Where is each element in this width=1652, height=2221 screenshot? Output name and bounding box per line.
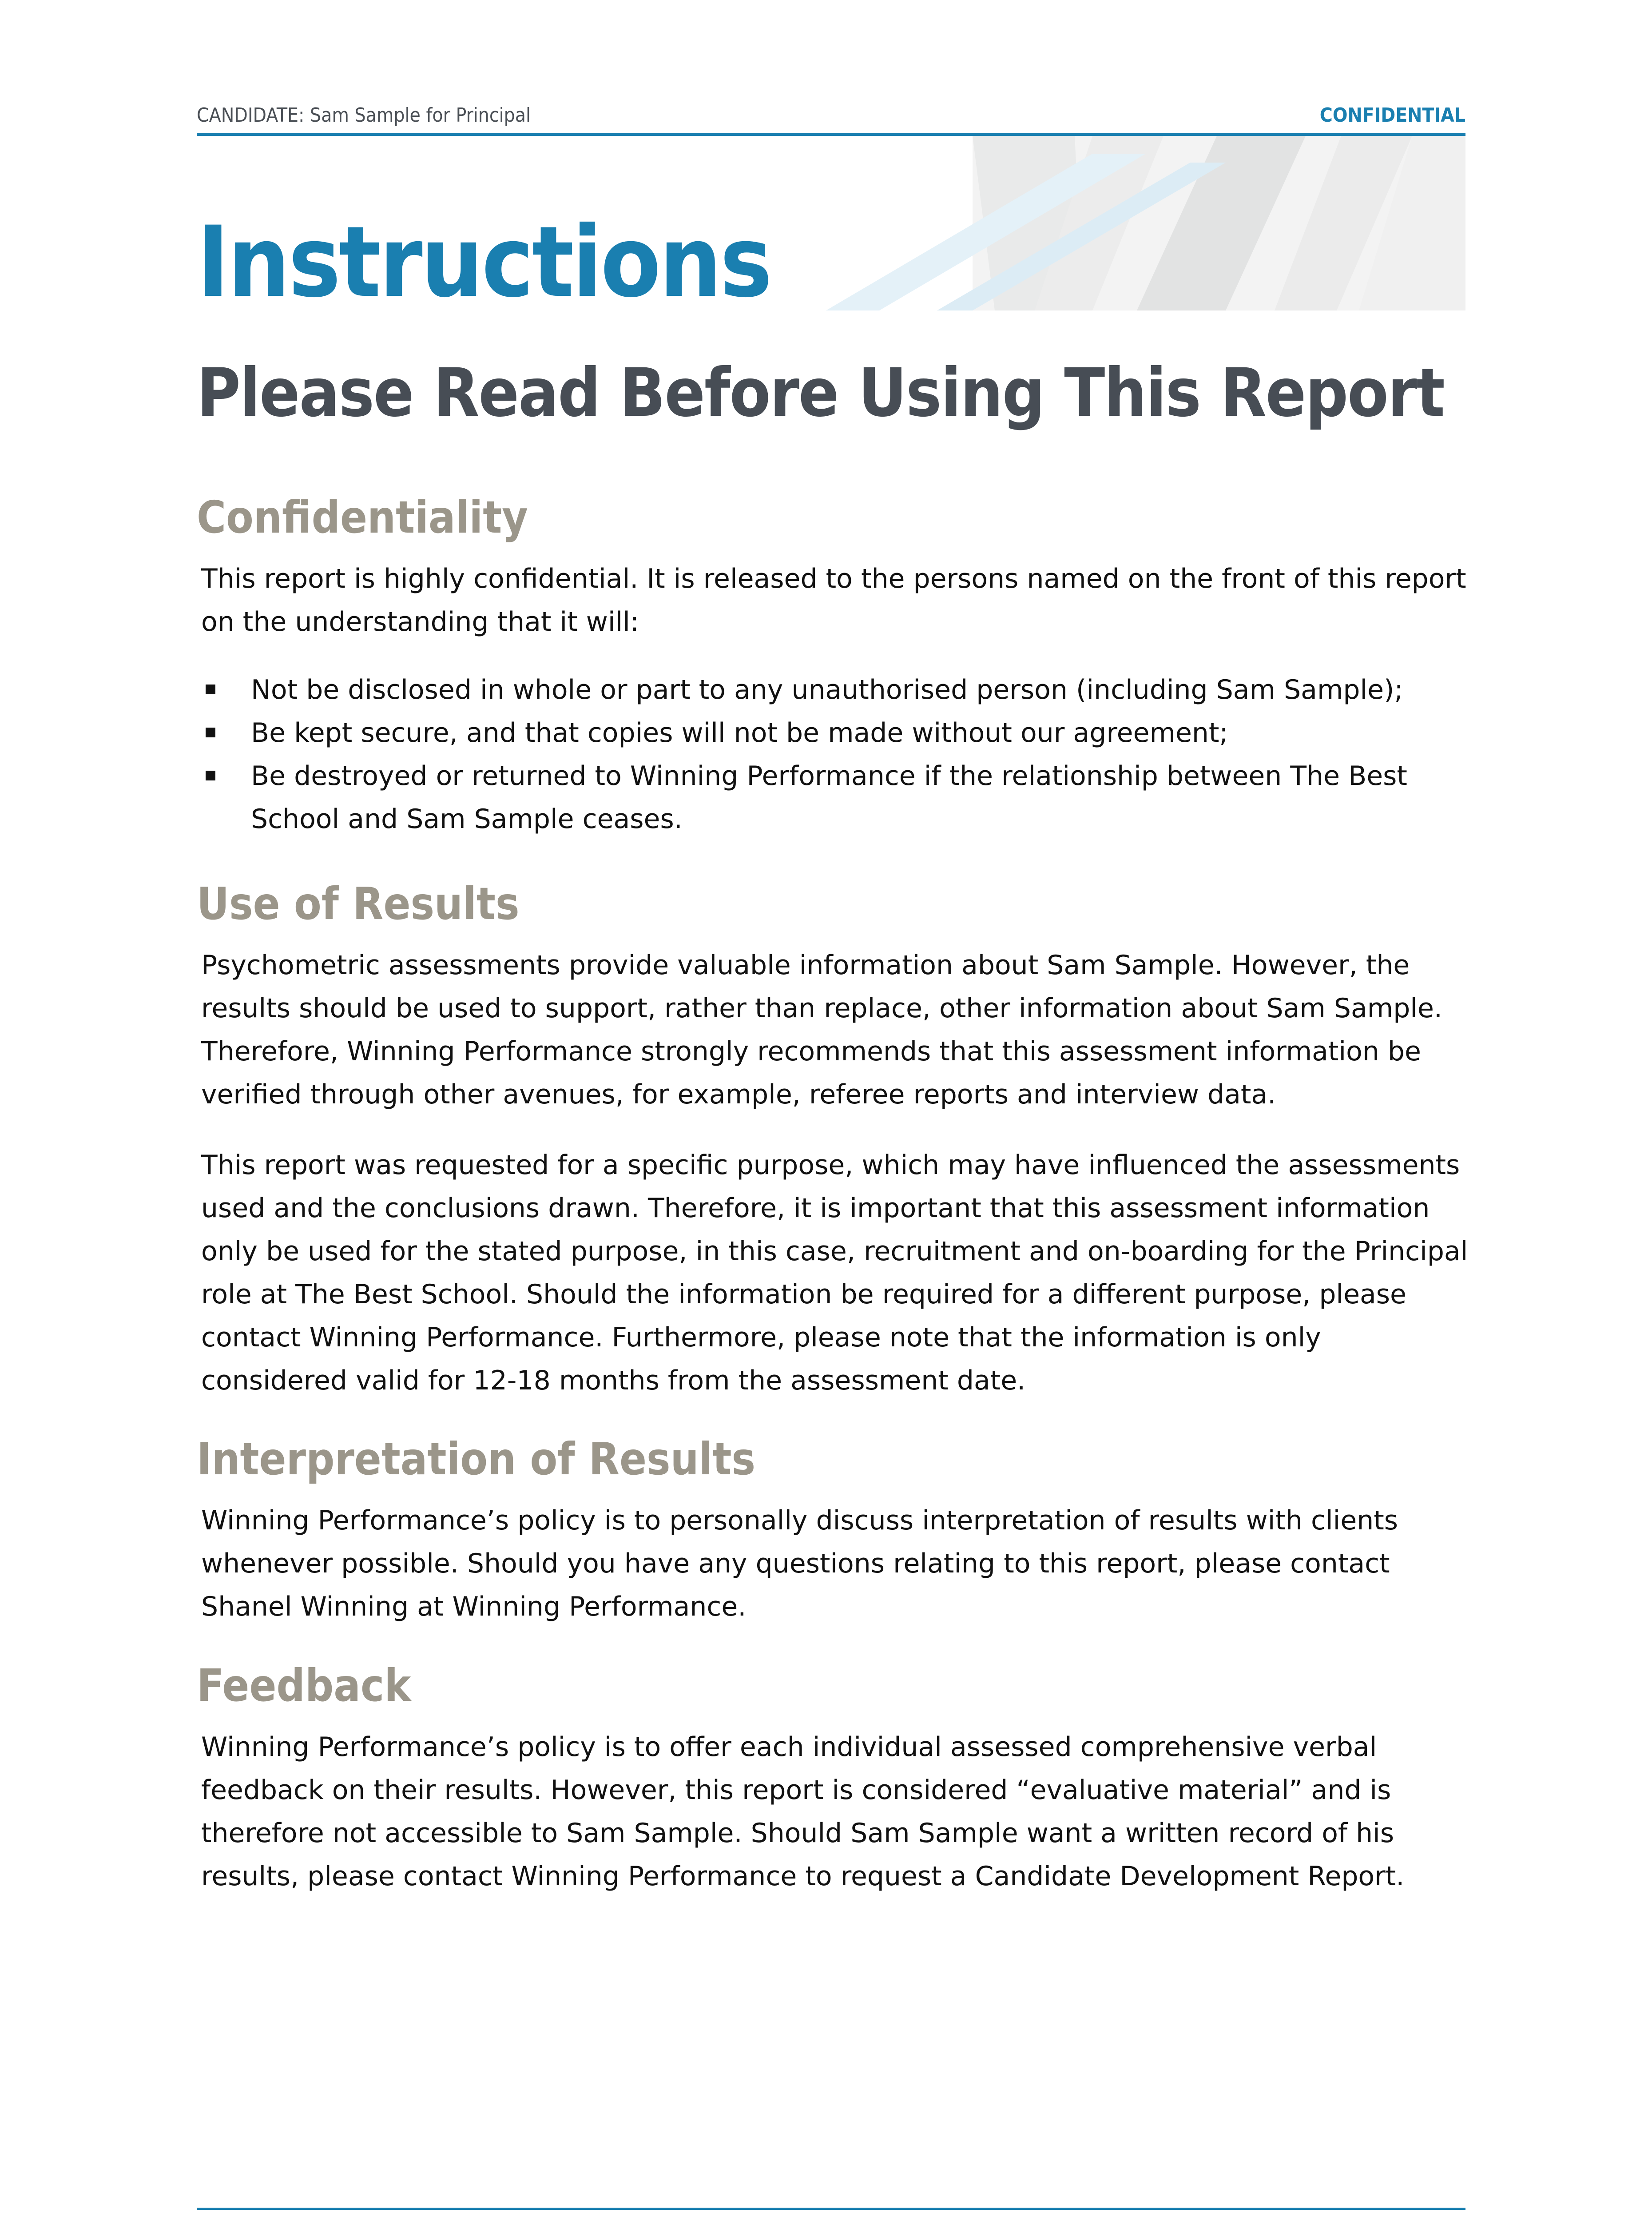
header-confidential-label: CONFIDENTIAL [1319,104,1465,127]
use-of-results-paragraph-1: Psychometric assessments provide valuable information about Sam Sample. However, the results should be used to support, rather than replace, other information about Sam Sample. Therefore, Winning Performance strongly recommends that this assessment information be verified through other avenues, for example, referee reports and interview data. [201,950,1442,1110]
section-heading-feedback: Feedback [197,1660,411,1712]
confidentiality-bullet-list [201,669,1471,841]
bullet-item [201,669,1471,712]
section-heading-confidentiality: Confidentiality [197,491,528,543]
page-subtitle: Please Read Before Using This Report [197,354,1444,432]
running-header [197,102,1465,133]
footer-rule [197,2208,1465,2210]
section-heading-use-of-results: Use of Results [197,878,520,930]
bullet-text: Be kept secure, and that copies will not be made without our agreement; [251,717,1228,748]
square-bullet-icon [206,728,215,737]
header-decorative-graphic [826,136,1465,310]
header-candidate-label: CANDIDATE: Sam Sample for Principal [197,104,531,127]
bullet-text: Be destroyed or returned to Winning Performance if the relationship between The Best School and Sam Sample ceases. [251,760,1407,835]
square-bullet-icon [206,771,215,780]
confidentiality-intro: This report is highly confidential. It is released to the persons named on the front of this report on the understanding that it will: [201,563,1466,637]
interpretation-paragraph: Winning Performance’s policy is to personally discuss interpretation of results with clients whenever possible. Should you have any questions relating to this report, please contact Shanel Winning at Winning Performance. [201,1505,1398,1622]
bullet-item [201,755,1471,841]
bullet-text: Not be disclosed in whole or part to any unauthorised person (including Sam Sample); [251,674,1403,705]
page-title: Instructions [197,205,771,319]
section-heading-interpretation: Interpretation of Results [197,1433,756,1485]
bullet-item [201,712,1471,755]
use-of-results-paragraph-2: This report was requested for a specific purpose, which may have influenced the assessments used and the conclusions drawn. Therefore, it is important that this assessment information only be used for the stated purpose, in this case, recruitment and on-boarding for the Principal role at The Best School. Should the information be required for a different purpose, please contact Winning Performance. Furthermore, please note that the information is only considered valid for 12-18 months from the assessment date. [201,1150,1468,1396]
square-bullet-icon [206,685,215,694]
feedback-paragraph: Winning Performance’s policy is to offer each individual assessed comprehensive verbal feedback on their results. However, this report is considered “evaluative material” and is therefore not accessible to Sam Sample. Should Sam Sample want a written record of his results, please contact Winning Performance to request a Candidate Development Report. [201,1731,1405,1892]
